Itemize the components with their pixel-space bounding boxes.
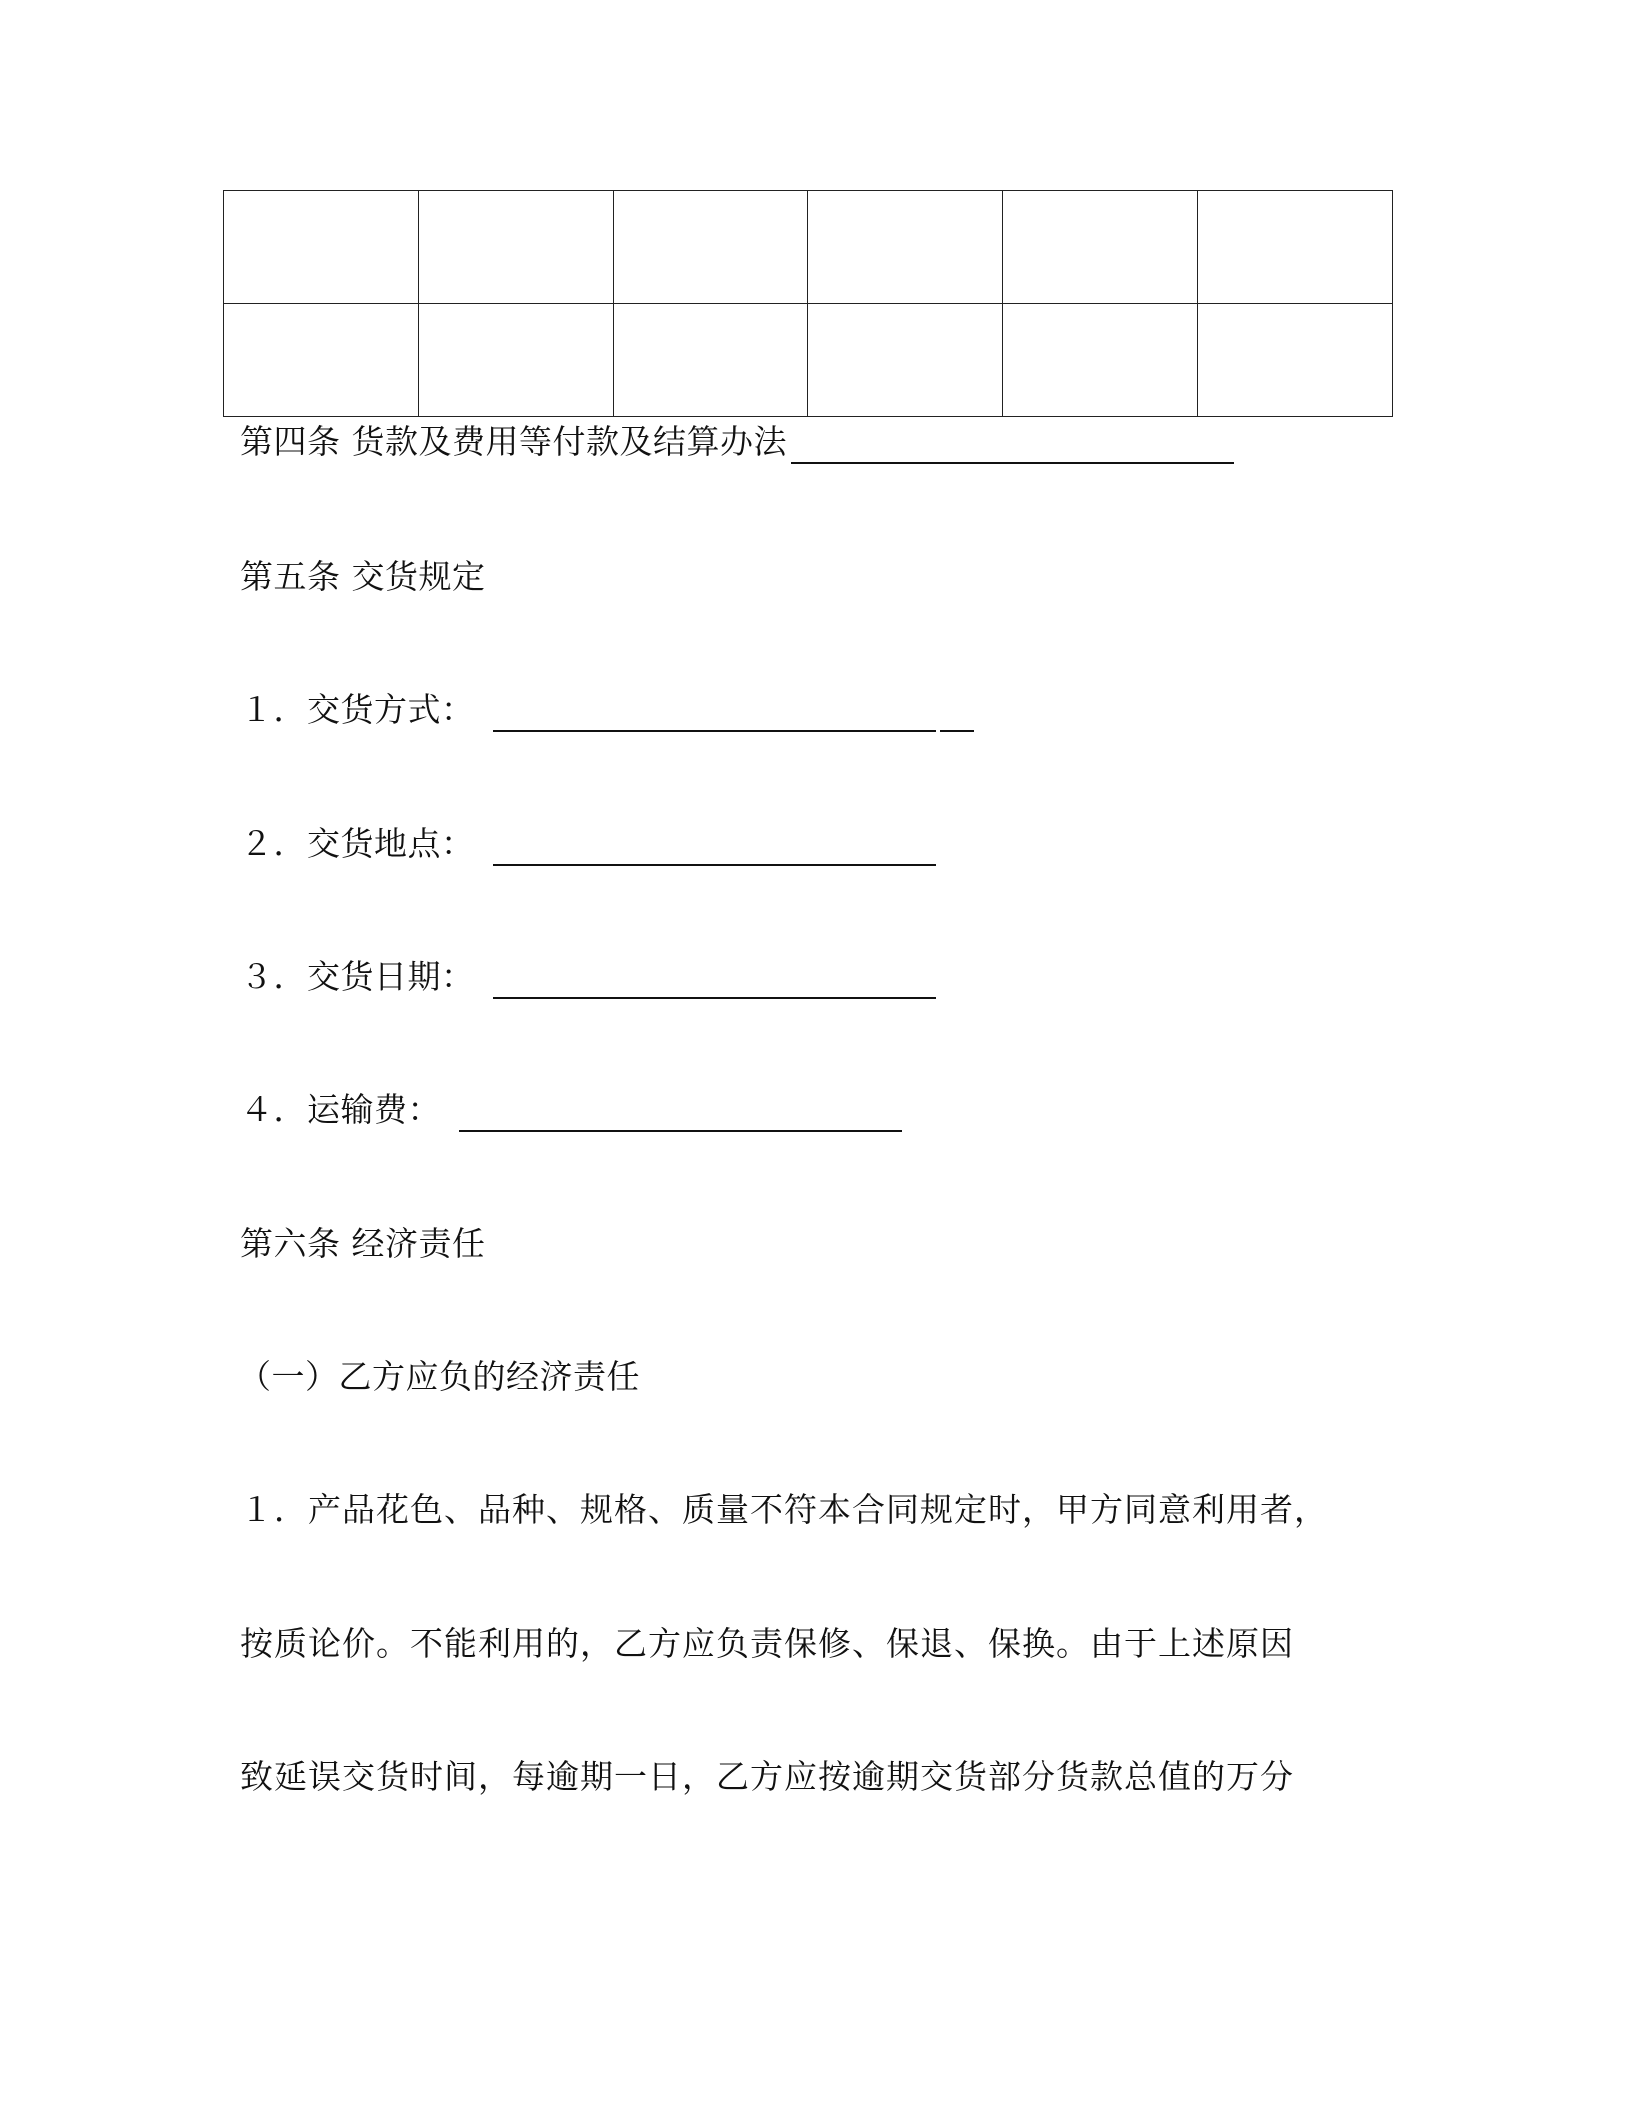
paragraph-line-1: １．产品花色、品种、规格、质量不符本合同规定时，甲方同意利用者， bbox=[240, 1490, 1328, 1529]
article-4-title: 第四条 货款及费用等付款及结算办法 bbox=[240, 422, 787, 461]
delivery-location-line bbox=[240, 822, 936, 866]
table-cell bbox=[613, 304, 808, 417]
table-cell bbox=[613, 191, 808, 304]
delivery-date-blank[interactable] bbox=[493, 963, 936, 999]
table-cell bbox=[808, 191, 1003, 304]
delivery-method-line bbox=[240, 688, 974, 732]
table-cell bbox=[224, 191, 419, 304]
delivery-location-label: ２．交货地点： bbox=[240, 824, 475, 863]
table-cell bbox=[1003, 304, 1198, 417]
delivery-method-label: １．交货方式： bbox=[240, 690, 475, 729]
table-cell bbox=[418, 304, 613, 417]
transport-fee-line bbox=[240, 1088, 902, 1132]
article-6-subtitle: （一）乙方应负的经济责任 bbox=[238, 1357, 640, 1396]
paragraph-line-3: 致延误交货时间，每逾期一日，乙方应按逾期交货部分货款总值的万分 bbox=[240, 1757, 1294, 1796]
delivery-date-line bbox=[240, 955, 936, 999]
transport-fee-label: ４．运输费： bbox=[240, 1090, 441, 1129]
delivery-date-label: ３．交货日期： bbox=[240, 957, 475, 996]
table-row bbox=[224, 304, 1393, 417]
article-6-heading: 第六条 经济责任 bbox=[240, 1224, 486, 1263]
payment-method-blank[interactable] bbox=[791, 428, 1234, 464]
table-cell bbox=[1198, 191, 1393, 304]
blank-table bbox=[223, 190, 1393, 417]
transport-fee-blank[interactable] bbox=[459, 1096, 902, 1132]
table-cell bbox=[418, 191, 613, 304]
delivery-method-blank-extra bbox=[940, 696, 974, 732]
delivery-location-blank[interactable] bbox=[493, 830, 936, 866]
delivery-method-blank[interactable] bbox=[493, 696, 936, 732]
article-5-heading: 第五条 交货规定 bbox=[240, 557, 486, 596]
table-cell bbox=[1003, 191, 1198, 304]
paragraph-line-2: 按质论价。不能利用的，乙方应负责保修、保退、保换。由于上述原因 bbox=[240, 1624, 1294, 1663]
table-cell bbox=[808, 304, 1003, 417]
table-cell bbox=[1198, 304, 1393, 417]
table-row bbox=[224, 191, 1393, 304]
article-4-heading bbox=[240, 420, 1234, 464]
table-cell bbox=[224, 304, 419, 417]
